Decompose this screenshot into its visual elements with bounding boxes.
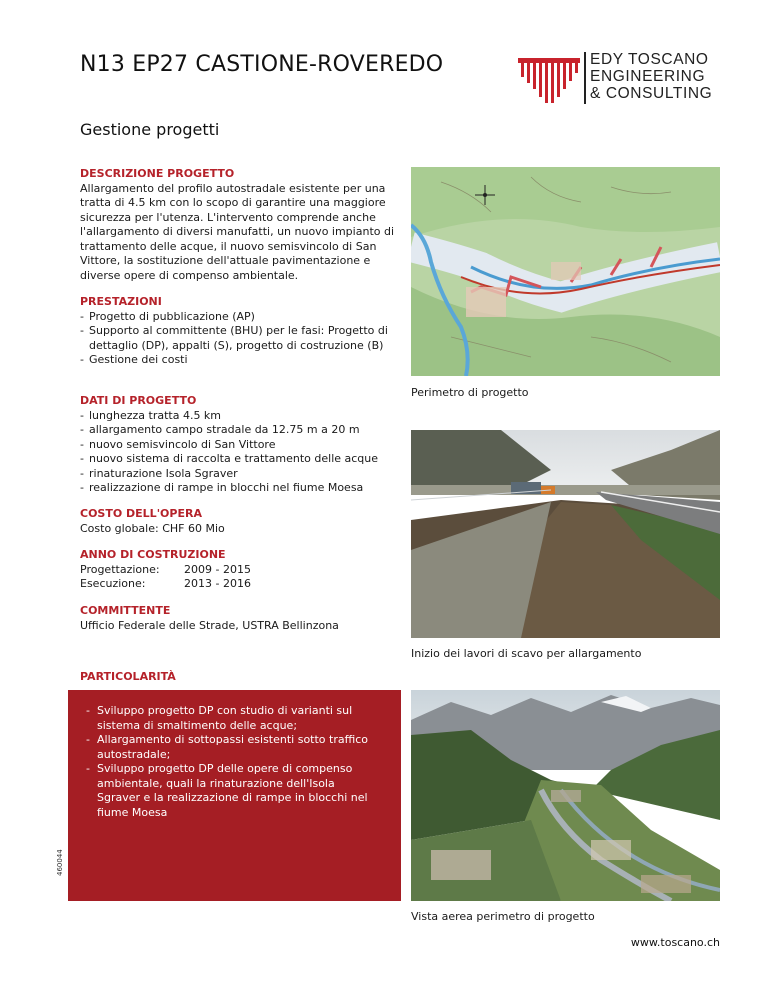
aerial-caption: Vista aerea perimetro di progetto bbox=[411, 910, 595, 923]
section-prestazioni bbox=[80, 295, 400, 368]
excavation-photo bbox=[411, 430, 720, 638]
anno-label: Progettazione: bbox=[80, 562, 160, 576]
list-item: - allargamento campo stradale da 12.75 m a 20 m bbox=[80, 423, 400, 438]
section-title: ANNO DI COSTRUZIONE bbox=[80, 548, 226, 561]
list-item: - Supporto al committente (BHU) per le fasi: Progetto di dettaglio (DP), appalti (S), progetto di costruzione (B) bbox=[80, 324, 400, 353]
logo-line-2: ENGINEERING bbox=[590, 68, 706, 85]
map-image bbox=[411, 167, 720, 376]
section-committente bbox=[80, 604, 400, 633]
list-item: - lunghezza tratta 4.5 km bbox=[80, 409, 400, 424]
particolarita-box bbox=[68, 690, 401, 901]
logo-line-1: EDY TOSCANO bbox=[590, 51, 709, 68]
section-text: Ufficio Federale delle Strade, USTRA Bellinzona bbox=[80, 618, 339, 632]
section-text: Costo globale: CHF 60 Mio bbox=[80, 521, 225, 535]
anno-label: Esecuzione: bbox=[80, 577, 146, 590]
anno-value: 2009 - 2015 bbox=[184, 562, 251, 576]
section-title: DESCRIZIONE PROGETTO bbox=[80, 167, 235, 180]
list-item: - Sviluppo progetto DP con studio di varianti sul sistema di smaltimento delle acque; bbox=[86, 704, 376, 733]
section-title: COSTO DELL'OPERA bbox=[80, 507, 202, 520]
page-subtitle: Gestione progetti bbox=[80, 120, 220, 139]
logo-divider bbox=[584, 52, 586, 104]
list-item: - nuovo semisvincolo di San Vittore bbox=[80, 438, 400, 453]
website-link[interactable]: www.toscano.ch bbox=[630, 936, 720, 949]
list-item: - Gestione dei costi bbox=[80, 353, 400, 368]
section-anno bbox=[80, 548, 400, 592]
section-title: PRESTAZIONI bbox=[80, 295, 162, 308]
list-item: - realizzazione di rampe in blocchi nel fiume Moesa bbox=[80, 481, 400, 496]
section-costo bbox=[80, 507, 400, 536]
page-title: N13 EP27 CASTIONE-ROVEREDO bbox=[80, 52, 444, 77]
section-title: COMMITTENTE bbox=[80, 604, 171, 617]
list-item: - Progetto di pubblicazione (AP) bbox=[80, 310, 400, 325]
logo-mark-icon bbox=[518, 54, 580, 104]
aerial-photo bbox=[411, 690, 720, 901]
list-item: - rinaturazione Isola Sgraver bbox=[80, 467, 400, 482]
anno-row bbox=[80, 577, 400, 592]
particolarita-title: PARTICOLARITÀ bbox=[80, 670, 176, 683]
section-text: Allargamento del profilo autostradale esistente per una tratta di 4.5 km con lo scopo di garantire una maggiore sicurezza per l'utenza. L'intervento comprende anche l'allargamento di diversi manufatti, un nuovo impianto di trattamento delle acque, il nuovo semisvincolo di San Vittore, la sostituzione dell'attuale pavimentazione e diverse opere di compenso ambientale. bbox=[80, 181, 395, 282]
excavation-caption: Inizio dei lavori di scavo per allargamento bbox=[411, 647, 642, 660]
map-caption: Perimetro di progetto bbox=[411, 386, 529, 399]
list-item: - nuovo sistema di raccolta e trattamento delle acque bbox=[80, 452, 400, 467]
anno-value: 2013 - 2016 bbox=[184, 577, 251, 590]
list-item: - Allargamento di sottopassi esistenti sotto traffico autostradale; bbox=[86, 733, 376, 762]
anno-row bbox=[80, 563, 400, 578]
document-code: 460044 bbox=[56, 849, 64, 876]
section-descrizione bbox=[80, 167, 400, 283]
logo-wordmark bbox=[590, 51, 712, 102]
section-dati bbox=[80, 394, 400, 496]
section-title: DATI DI PROGETTO bbox=[80, 394, 197, 407]
logo-line-3: & CONSULTING bbox=[590, 85, 713, 102]
company-logo bbox=[518, 52, 718, 106]
list-item: - Sviluppo progetto DP delle opere di compenso ambientale, quali la rinaturazione dell'Isola Sgraver e la realizzazione di rampe in blocchi nel fiume Moesa bbox=[86, 762, 376, 820]
